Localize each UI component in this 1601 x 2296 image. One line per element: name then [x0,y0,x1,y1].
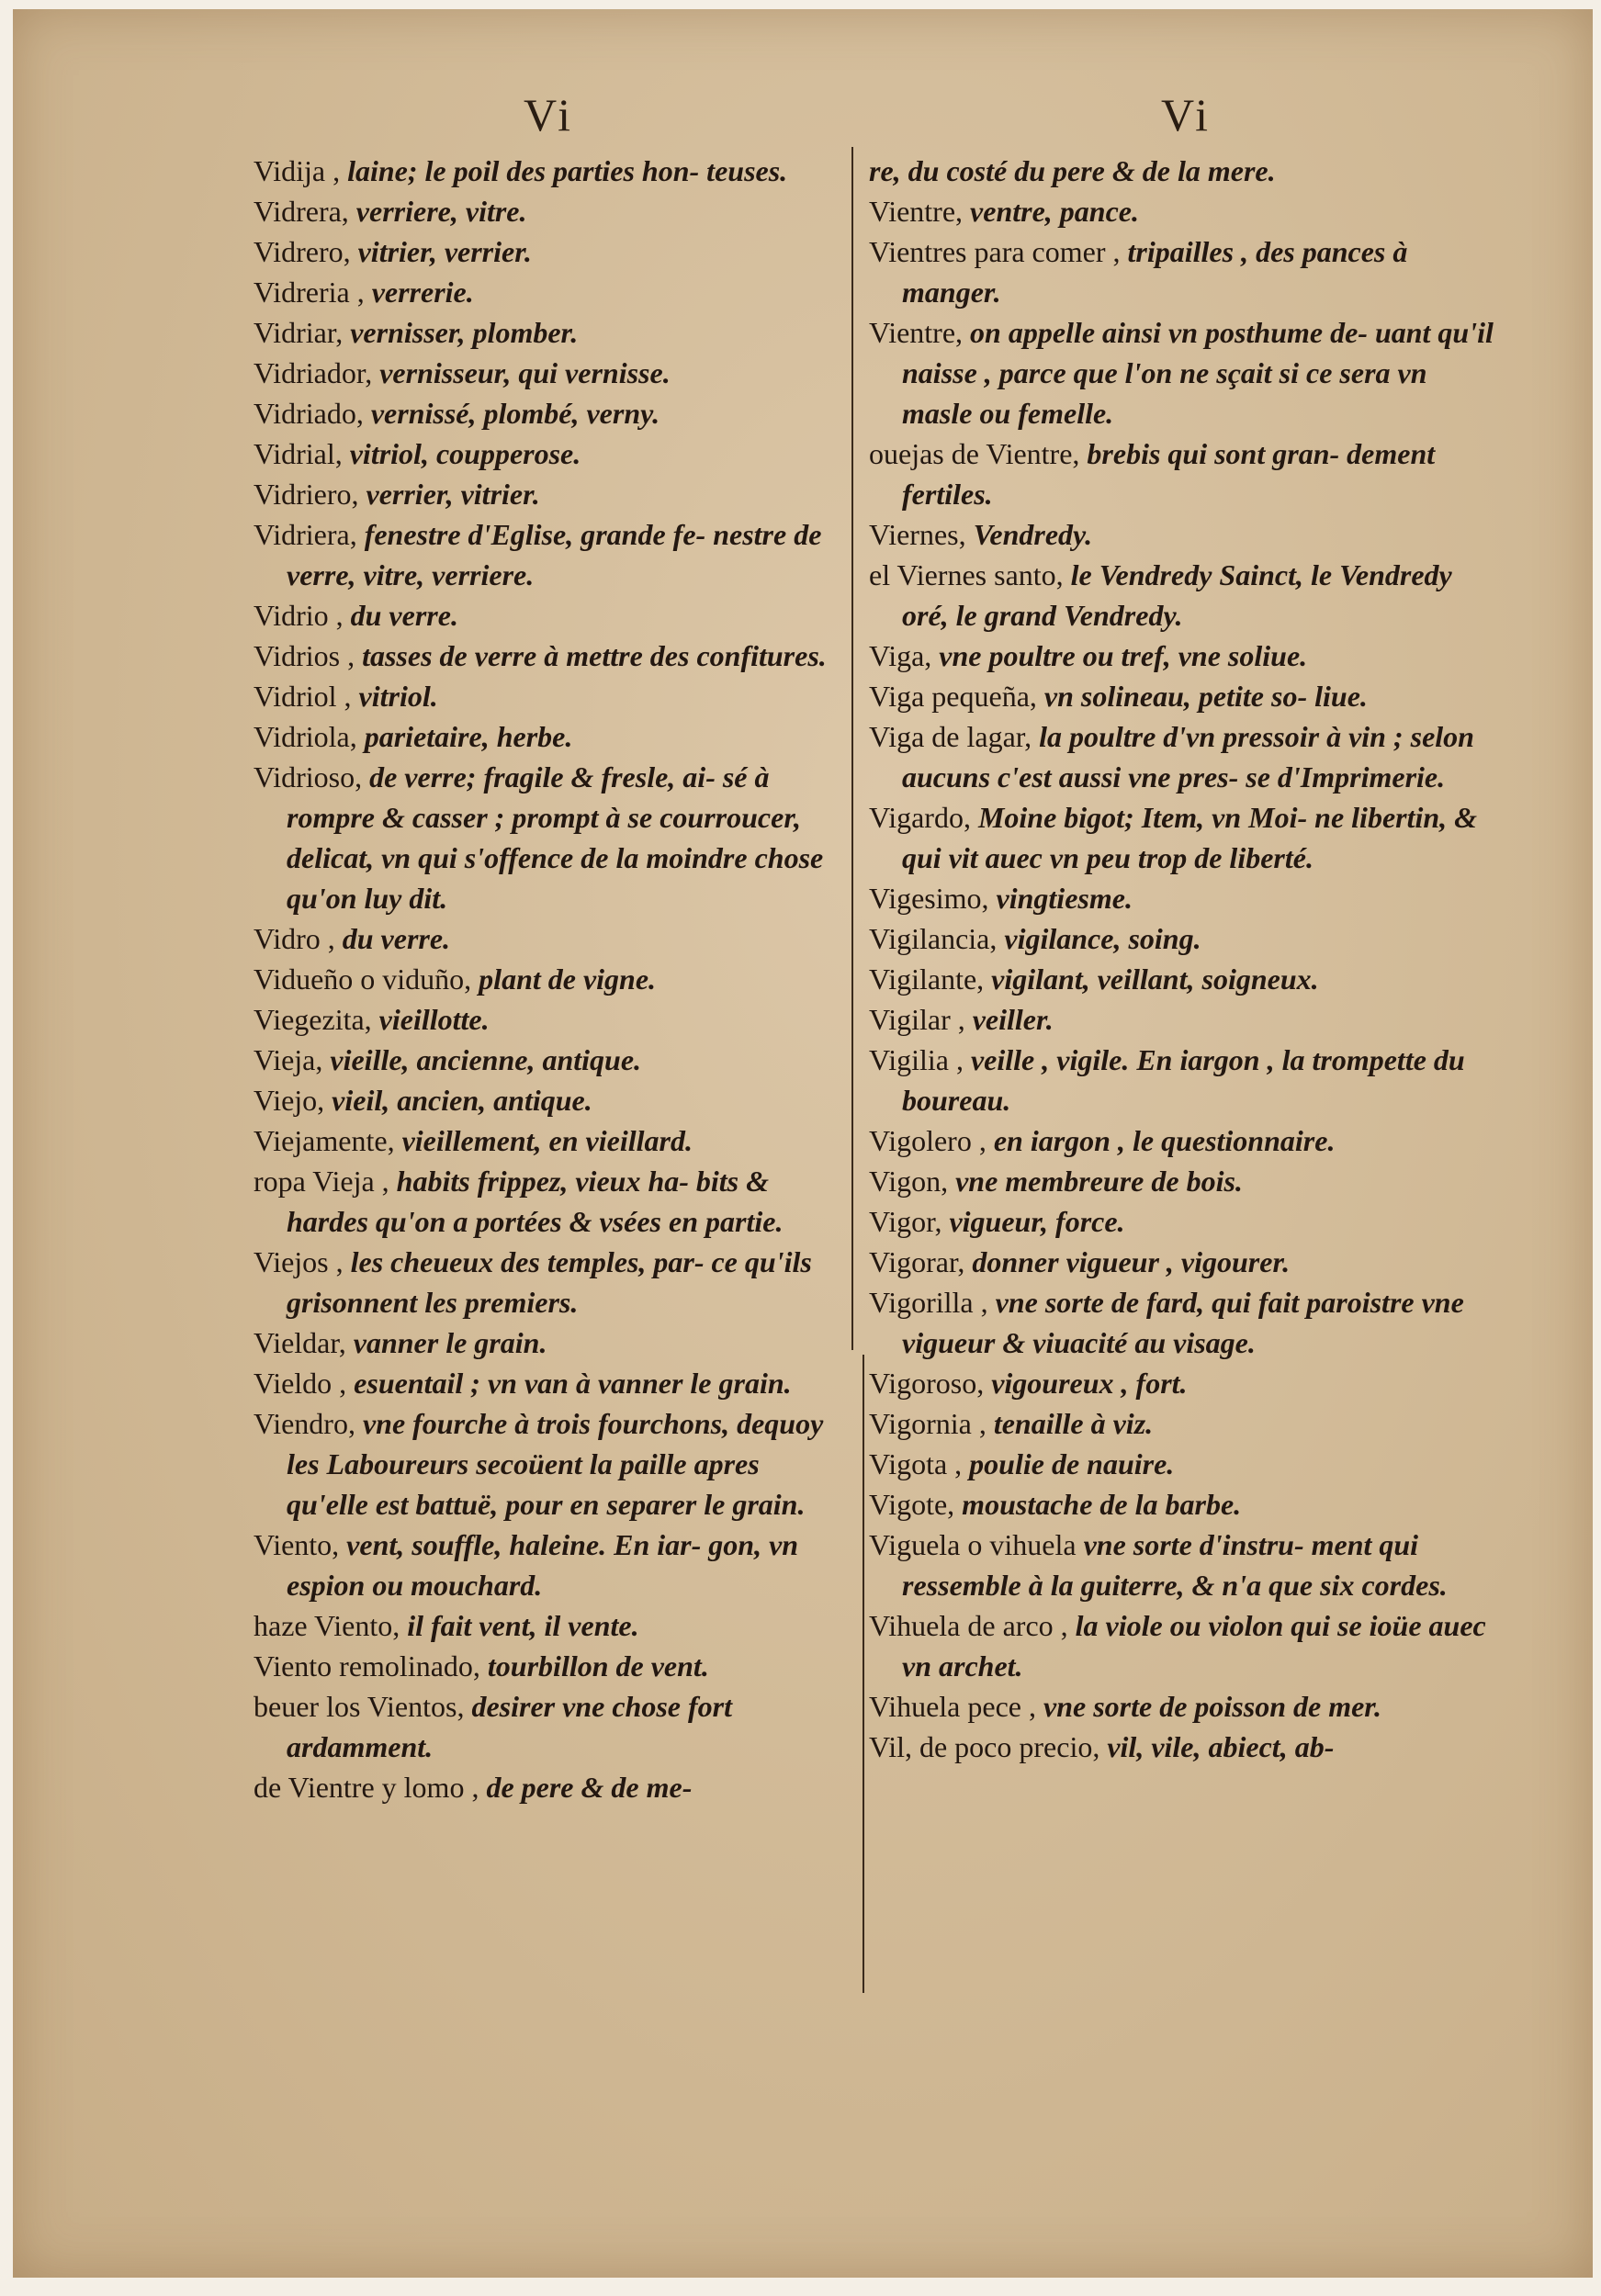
dictionary-entry [254,393,841,433]
entry-definition: vil, vile, abiect, ab- [1107,1730,1335,1763]
entry-definition: vitriol, coupperose. [349,437,581,470]
entry-headword: Vidrioso, [254,760,363,793]
entry-definition: vigilant, veillant, soigneux. [991,962,1319,996]
entry-definition: la viole ou violon qui se ioüe auec vn archet. [902,1609,1486,1683]
dictionary-entry [869,1686,1503,1727]
entry-headword: Viga, [869,639,932,672]
entry-headword: Viegezita, [254,1003,372,1036]
dictionary-entry [254,1161,841,1242]
entry-headword: Vigilar , [869,1003,965,1036]
entry-headword: Vigilante, [869,962,985,996]
dictionary-entry [254,151,841,191]
right-column [869,151,1503,1767]
dictionary-entry [254,959,841,999]
dictionary-entry [869,514,1503,555]
entry-definition: vne poultre ou tref, vne soliue. [939,639,1308,672]
entry-definition: vanner le grain. [353,1326,547,1359]
entry-headword: Vigorilla , [869,1286,988,1319]
entry-definition: tourbillon de vent. [487,1649,709,1683]
entry-definition: tenaille à viz. [993,1407,1154,1440]
entry-headword: Vidreria , [254,276,365,309]
entry-headword: Vidriador, [254,356,373,389]
entry-headword: Vidriol , [254,680,352,713]
entry-headword: Vidro , [254,922,335,955]
entry-definition: vitriol. [358,680,438,713]
entry-headword: Vieldo , [254,1367,347,1400]
entry-definition: il fait vent, il vente. [407,1609,639,1642]
entry-definition: vne sorte de poisson de mer. [1043,1690,1381,1723]
entry-definition: le Vendredy Sainct, le Vendredy oré, le grand Vendredy. [902,558,1452,632]
entry-definition: vn solineau, petite so- liue. [1043,680,1368,713]
running-header-left: Vi [524,89,574,141]
dictionary-entry [869,555,1503,636]
dictionary-entry [254,757,841,918]
entry-definition: vernisser, plomber. [350,316,579,349]
entry-definition: veille , vigile. En iargon , la trompette du boureau. [902,1043,1465,1117]
entry-headword: Vidriero, [254,478,359,511]
entry-headword: Vigilancia, [869,922,998,955]
entry-definition: vne membreure de bois. [955,1165,1243,1198]
dictionary-entry [869,918,1503,959]
dictionary-entry [869,191,1503,231]
entry-definition: Vendredy. [973,518,1093,551]
entry-definition: vingtiesme. [996,882,1133,915]
entry-headword: el Viernes santo, [869,558,1064,591]
entry-definition: laine; le poil des parties hon- teuses. [347,154,788,187]
dictionary-entry [869,1040,1503,1120]
dictionary-entry [254,191,841,231]
entry-definition: tripailles , des pances à manger. [902,235,1408,309]
entry-headword: Vieldar, [254,1326,346,1359]
entry-headword: Vieja, [254,1043,323,1076]
entry-headword: Vientre, [869,316,964,349]
entry-headword: Vientres para comer , [869,235,1121,268]
entry-headword: Vigardo, [869,801,971,834]
dictionary-entry [869,312,1503,433]
entry-headword: Viento remolinado, [254,1649,480,1683]
entry-headword: Vigor, [869,1205,942,1238]
entry-headword: haze Viento, [254,1609,400,1642]
entry-definition: vigueur, force. [949,1205,1125,1238]
entry-headword: Vidriera, [254,518,357,551]
dictionary-entry [254,1767,841,1807]
entry-headword: de Vientre y lomo , [254,1771,479,1804]
dictionary-entry [254,433,841,474]
entry-definition: vigilance, soing. [1004,922,1201,955]
dictionary-entry [869,1161,1503,1201]
dictionary-entry [869,1120,1503,1161]
entry-headword: Vihuela de arco , [869,1609,1068,1642]
dictionary-entry [254,595,841,636]
entry-headword: ouejas de Vientre, [869,437,1080,470]
entry-definition: vernisseur, qui vernisse. [379,356,671,389]
dictionary-entry [869,1282,1503,1363]
entry-definition: du verre. [350,599,458,632]
entry-headword: Vidrial, [254,437,343,470]
entry-headword: Vigolero , [869,1124,987,1157]
dictionary-entry [254,1403,841,1525]
dictionary-entry [254,999,841,1040]
entry-headword: Vigorar, [869,1245,965,1278]
dictionary-entry [254,676,841,716]
dictionary-entry [869,1242,1503,1282]
entry-headword: Vigota , [869,1447,963,1480]
entry-definition: vent, souffle, haleine. En iar- gon, vn espion ou mouchard. [287,1528,799,1602]
entry-definition: on appelle ainsi vn posthume de- uant qu'il naisse , parce que l'on ne sçait si ce sera vn masle ou femelle. [902,316,1494,430]
dictionary-entry [869,1727,1503,1767]
entry-headword: Vidriado, [254,397,364,430]
entry-headword: Viga de lagar, [869,720,1032,753]
dictionary-entry [869,1363,1503,1403]
dictionary-entry [254,1605,841,1646]
entry-definition: du verre. [342,922,451,955]
entry-headword: Vigoroso, [869,1367,985,1400]
column-divider-upper [851,147,853,1350]
entry-headword: Vidriar, [254,316,344,349]
entry-headword: Vientre, [869,195,964,228]
dictionary-entry [869,797,1503,878]
entry-definition: Moine bigot; Item, vn Moi- ne libertin, & qui vit auec vn peu trop de liberté. [902,801,1478,874]
dictionary-entry [254,1080,841,1120]
entry-definition: vieillotte. [378,1003,490,1036]
dictionary-entry [869,959,1503,999]
dictionary-entry [869,1484,1503,1525]
entry-definition: la poultre d'vn pressoir à vin ; selon aucuns c'est aussi vne pres- se d'Imprimerie. [902,720,1474,793]
dictionary-entry [254,474,841,514]
dictionary-entry [254,1040,841,1080]
entry-headword: Viga pequeña, [869,680,1037,713]
entry-headword: Viento, [254,1528,340,1561]
dictionary-entry [869,878,1503,918]
dictionary-entry [869,1444,1503,1484]
dictionary-entry [869,231,1503,312]
dictionary-entry [254,231,841,272]
column-divider-lower [863,1355,864,1993]
entry-headword: Vidrios , [254,639,355,672]
entry-headword: Vidueño o viduño, [254,962,472,996]
entry-definition: veiller. [972,1003,1054,1036]
dictionary-entry [254,353,841,393]
dictionary-entry [254,636,841,676]
entry-definition: verrier, vitrier. [366,478,540,511]
entry-definition: vieillement, en vieillard. [401,1124,693,1157]
dictionary-entry [254,514,841,595]
dictionary-entry [869,999,1503,1040]
entry-definition: vieille, ancienne, antique. [330,1043,642,1076]
entry-headword: Vidija , [254,154,341,187]
entry-definition: brebis qui sont gran- dement fertiles. [902,437,1436,511]
entry-headword: Vihuela pece , [869,1690,1036,1723]
dictionary-entry [254,1120,841,1161]
entry-headword: Vidrio , [254,599,344,632]
entry-definition: parietaire, herbe. [364,720,573,753]
dictionary-entry [254,272,841,312]
dictionary-entry [254,918,841,959]
entry-definition: vne sorte d'instru- ment qui ressemble à la guiterre, & n'a que six cordes. [902,1528,1448,1602]
running-header-right: Vi [1161,89,1212,141]
entry-headword: ropa Vieja , [254,1165,389,1198]
entry-definition: donner vigueur , vigourer. [972,1245,1291,1278]
entry-definition: verriere, vitre. [355,195,527,228]
dictionary-entry [254,1242,841,1322]
entry-definition: en iargon , le questionnaire. [993,1124,1336,1157]
entry-headword: beuer los Vientos, [254,1690,465,1723]
entry-definition: habits frippez, vieux ha- bits & hardes qu'on a portées & vsées en partie. [287,1165,784,1238]
entry-headword: Vigornia , [869,1407,987,1440]
entry-definition: poulie de nauire. [969,1447,1175,1480]
entry-definition: vne sorte de fard, qui fait paroistre vne vigueur & viuacité au visage. [902,1286,1464,1359]
dictionary-entry [869,636,1503,676]
dictionary-entry [254,1525,841,1605]
entry-headword: Vidriola, [254,720,357,753]
entry-definition: re, du costé du pere & de la mere. [869,154,1276,187]
entry-definition: vitrier, verrier. [357,235,532,268]
entry-definition: ventre, pance. [970,195,1139,228]
entry-definition: desirer vne chose fort ardamment. [287,1690,732,1763]
entry-definition: vne fourche à trois fourchons, dequoy les Laboureurs secoüent la paille apres qu'elle est battuë, pour en separer le grain. [287,1407,824,1521]
dictionary-entry [869,1605,1503,1686]
dictionary-entry [254,716,841,757]
dictionary-entry [254,1363,841,1403]
entry-definition: plant de vigne. [479,962,657,996]
entry-headword: Vigon, [869,1165,949,1198]
entry-definition: tasses de verre à mettre des confitures. [362,639,827,672]
entry-headword: Vigilia , [869,1043,964,1076]
entry-definition: de verre; fragile & fresle, ai- sé à rompre & casser ; prompt à se courroucer, delicat, vn qui s'offence de la moindre chose qu'on luy dit. [287,760,824,915]
entry-headword: Viejo, [254,1084,325,1117]
entry-headword: Vigesimo, [869,882,989,915]
entry-headword: Vidrero, [254,235,351,268]
entry-definition: vieil, ancien, antique. [332,1084,592,1117]
dictionary-entry [869,676,1503,716]
dictionary-entry [254,1646,841,1686]
entry-headword: Vil, de poco precio, [869,1730,1100,1763]
entry-headword: Viendro, [254,1407,355,1440]
dictionary-entry [254,1322,841,1363]
entry-headword: Viernes, [869,518,966,551]
entry-definition: les cheueux des temples, par- ce qu'ils grisonnent les premiers. [287,1245,812,1319]
entry-definition: esuentail ; vn van à vanner le grain. [354,1367,792,1400]
dictionary-entry [869,1403,1503,1444]
dictionary-entry [254,312,841,353]
entry-definition: verrerie. [371,276,474,309]
entry-headword: Viejamente, [254,1124,395,1157]
entry-definition: de pere & de me- [486,1771,693,1804]
entry-definition: fenestre d'Eglise, grande fe- nestre de verre, vitre, verriere. [287,518,822,591]
dictionary-entry [869,151,1503,191]
dictionary-entry [869,1525,1503,1605]
entry-headword: Vidrera, [254,195,349,228]
entry-definition: vigoureux , fort. [991,1367,1188,1400]
dictionary-page [13,9,1593,2278]
entry-headword: Viejos , [254,1245,344,1278]
entry-headword: Vigote, [869,1488,955,1521]
dictionary-entry [254,1686,841,1767]
dictionary-entry [869,1201,1503,1242]
dictionary-entry [869,716,1503,797]
dictionary-entry [869,433,1503,514]
left-column [254,151,841,1807]
entry-definition: moustache de la barbe. [962,1488,1242,1521]
entry-definition: vernissé, plombé, verny. [370,397,660,430]
entry-headword: Viguela o vihuela [869,1528,1077,1561]
